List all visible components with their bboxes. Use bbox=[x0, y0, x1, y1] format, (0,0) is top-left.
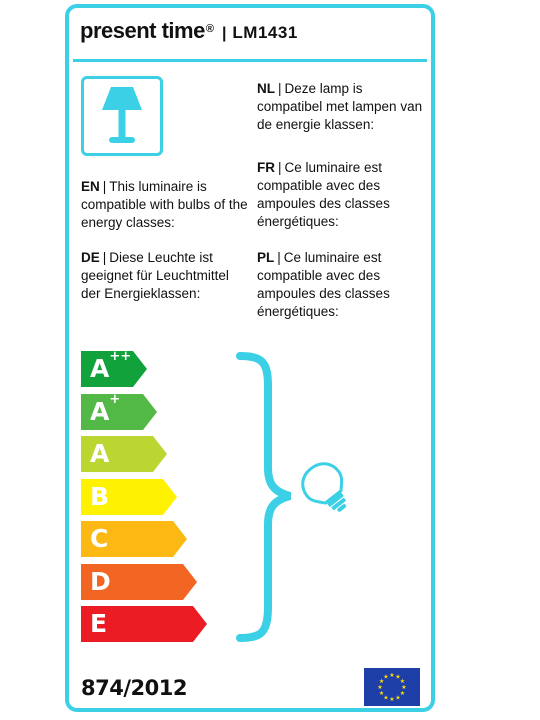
energy-class-6 bbox=[81, 564, 197, 600]
energy-class-label: A++ bbox=[90, 349, 132, 383]
regulation-number: 874/2012 bbox=[81, 676, 187, 700]
eu-star: ★ bbox=[378, 678, 385, 685]
energy-class-label: B bbox=[90, 481, 110, 511]
energy-class-4 bbox=[81, 479, 177, 515]
energy-class-2 bbox=[81, 391, 157, 430]
curly-brace bbox=[234, 352, 294, 642]
energy-class-label: A+ bbox=[90, 391, 121, 426]
eu-star: ★ bbox=[399, 690, 406, 697]
energy-class-3 bbox=[81, 436, 167, 472]
eu-star: ★ bbox=[378, 690, 385, 697]
eu-star: ★ bbox=[377, 684, 383, 691]
lang-code-pl: PL bbox=[257, 250, 275, 265]
light-bulb-icon bbox=[295, 460, 359, 518]
energy-class-7 bbox=[81, 606, 207, 642]
lang-text-en: This luminaire is compatible with bulbs of the energy classes: bbox=[81, 179, 248, 230]
label-header bbox=[80, 18, 298, 48]
eu-star: ★ bbox=[383, 694, 389, 702]
lamp-icon-box bbox=[81, 76, 163, 156]
eu-star: ★ bbox=[395, 694, 401, 702]
lang-text-de: Diese Leuchte ist geeignet für Leuchtmittel der Energieklassen: bbox=[81, 250, 229, 301]
eu-star: ★ bbox=[389, 696, 395, 703]
lang-code-en: EN bbox=[81, 179, 100, 194]
eu-star: ★ bbox=[389, 672, 395, 679]
lang-text-nl: Deze lamp is compatibel met lampen van de energie klassen: bbox=[257, 81, 423, 132]
eu-star: ★ bbox=[401, 684, 407, 691]
energy-class-label: D bbox=[90, 566, 111, 596]
header-separator: | bbox=[221, 25, 227, 42]
text-de: DE | Diese Leuchte ist geeignet für Leuchtmittel der Energieklassen: bbox=[81, 250, 229, 301]
lang-text-fr: Ce luminaire est compatible avec des ampoules des classes énergétiques: bbox=[257, 160, 390, 229]
header-divider bbox=[73, 59, 427, 62]
lang-code-de: DE bbox=[81, 250, 100, 265]
eu-star: ★ bbox=[383, 673, 389, 681]
energy-class-5 bbox=[81, 521, 187, 557]
eu-flag-icon bbox=[364, 668, 420, 706]
lang-text-pl: Ce luminaire est compatible avec des ampoules des classes énergétiques: bbox=[257, 250, 390, 319]
text-pl: PL | Ce luminaire est compatible avec des ampoules des classes énergétiques: bbox=[257, 250, 390, 319]
energy-class-1 bbox=[81, 351, 147, 387]
brand-name: present time bbox=[80, 18, 205, 43]
energy-class-label: E bbox=[90, 609, 108, 638]
model-number: LM1431 bbox=[232, 23, 298, 42]
table-lamp-icon bbox=[84, 79, 160, 153]
text-en: EN | This luminaire is compatible with bulbs of the energy classes: bbox=[81, 179, 248, 230]
lang-code-fr: FR bbox=[257, 160, 275, 175]
registered-mark: ® bbox=[205, 23, 214, 35]
eu-star: ★ bbox=[399, 678, 406, 685]
text-fr: FR | Ce luminaire est compatible avec des ampoules des classes énergétiques: bbox=[257, 160, 390, 229]
eu-star: ★ bbox=[395, 673, 401, 681]
lang-code-nl: NL bbox=[257, 81, 275, 96]
energy-class-label: C bbox=[90, 524, 109, 553]
energy-class-label: A bbox=[90, 439, 110, 468]
text-nl: NL | Deze lamp is compatibel met lampen van de energie klassen: bbox=[257, 81, 423, 132]
